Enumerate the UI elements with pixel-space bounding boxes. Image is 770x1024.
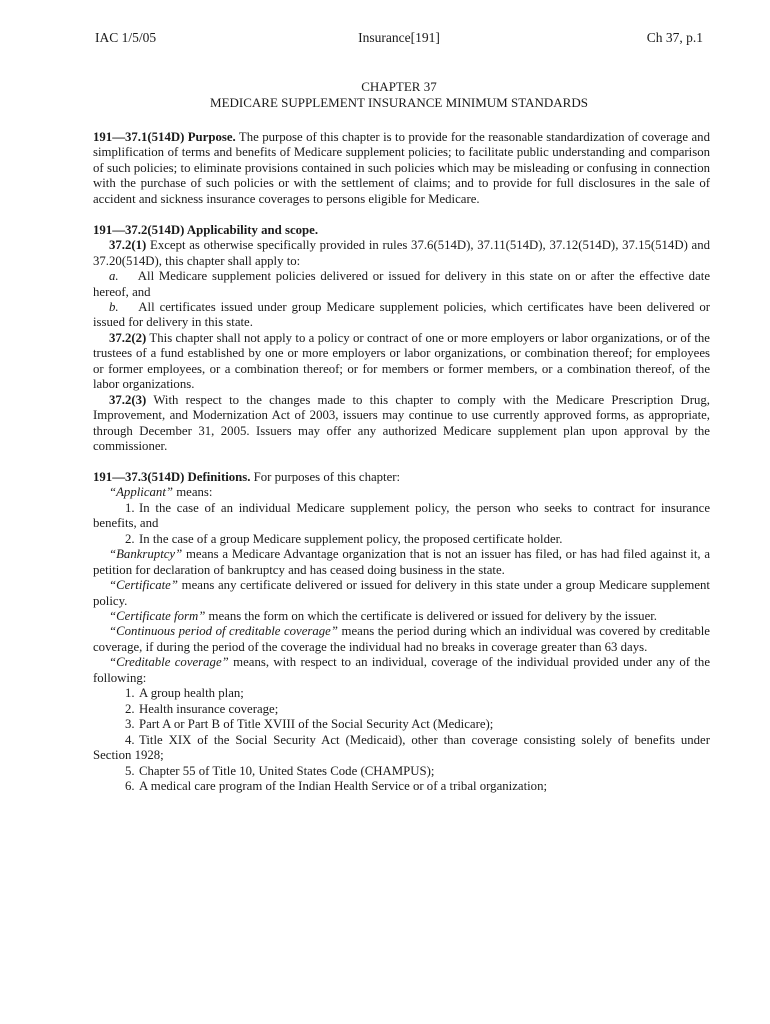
definition-text: means a Medicare Advantage organization that is not an issuer has filed, or has had filed against it, a petition for declaration of bankruptcy and has ceased doing business in the state. — [93, 547, 710, 577]
list-item — [93, 702, 710, 717]
list-item — [93, 532, 710, 547]
list-item — [93, 717, 710, 732]
section-definitions-heading — [93, 470, 710, 485]
list-text: Title XIX of the Social Security Act (Medicaid), other than coverage consisting solely of benefits under Section 1928; — [93, 732, 710, 763]
list-text: A group health plan; — [139, 686, 244, 701]
definition-text: means: — [173, 485, 213, 500]
header-right: Ch 37, p.1 — [646, 30, 703, 45]
definition-text: means the period during which an individual was covered by creditable coverage, if during the period of the coverage the individual had no breaks in coverage greater than 63 days. — [93, 624, 710, 654]
paragraph-label: b. — [109, 299, 119, 314]
chapter-title: MEDICARE SUPPLEMENT INSURANCE MINIMUM STANDARDS — [210, 95, 588, 110]
list-text: A medical care program of the Indian Health Service or of a tribal organization; — [139, 779, 548, 793]
list-text: Health insurance coverage; — [139, 701, 279, 716]
subrule-number: 37.2(3) — [109, 392, 147, 407]
defined-term: “Bankruptcy” — [109, 547, 183, 562]
list-item — [93, 779, 710, 794]
defined-term: “Continuous period of creditable coverage” — [109, 624, 338, 639]
paragraph-text: All Medicare supplement policies delivered or issued for delivery in this state on or after the effective date hereof, and — [93, 269, 711, 299]
paragraph-text: With respect to the changes made to this chapter to comply with the Medicare Prescription Drug, Improvement, and Modernization Act of 2003, issuers may continue to use currently approved forms, as appropriate, through December 31, 2005. Issuers may offer any authorized Medicare supplement plan upon approval by the commissioner. — [93, 392, 710, 454]
list-item — [93, 764, 710, 779]
header-left: IAC 1/5/05 — [95, 30, 157, 45]
definition-certificate-form — [93, 609, 710, 624]
list-item — [93, 733, 710, 764]
definition-text: means any certificate delivered or issued for delivery in this state under a group Medicare supplement policy. — [93, 578, 710, 608]
defined-term: “Certificate” — [109, 578, 178, 593]
paragraph-text: This chapter shall not apply to a policy or contract of one or more employers or labor organizations, or of the trustees of a fund established by one or more employers or labor organizations, or combination thereof; for employees or former employees, or a combination thereof; or for members or former members, or a combination thereof, of the labor organizations. — [93, 330, 710, 392]
list-number: 2. — [125, 531, 135, 546]
list-text: Chapter 55 of Title 10, United States Code (CHAMPUS); — [139, 763, 435, 778]
defined-term: “Certificate form” — [109, 609, 206, 624]
paragraph-text: All certificates issued under group Medicare supplement policies, which certificates have been delivered or issued for delivery in this state. — [93, 299, 711, 330]
running-header — [95, 30, 703, 46]
subrule-37-2-1 — [93, 238, 710, 269]
definition-text: means, with respect to an individual, coverage of the individual provided under any of the following: — [93, 655, 711, 685]
list-number: 1. — [125, 686, 135, 701]
section-heading: 191—37.3(514D) Definitions. — [93, 469, 251, 484]
list-number: 2. — [125, 701, 135, 716]
list-text: In the case of a group Medicare supplement policy, the proposed certificate holder. — [139, 531, 563, 546]
section-purpose — [93, 130, 710, 207]
subrule-37-2-3 — [93, 393, 710, 455]
list-number: 4. — [125, 732, 135, 747]
paragraph-text: Except as otherwise specifically provided in rules 37.6(514D), 37.11(514D), 37.12(514D), 37.15(514D) and 37.20(514D), this chapter shall apply to: — [93, 238, 710, 268]
defined-term: “Applicant” — [109, 485, 173, 500]
definition-bankruptcy — [93, 547, 710, 578]
paragraph-a — [93, 269, 710, 300]
definition-continuous-period — [93, 624, 710, 655]
list-number: 5. — [125, 763, 135, 778]
subrule-number: 37.2(1) — [109, 238, 147, 253]
section-applicability-heading — [93, 223, 710, 238]
paragraph-text: For purposes of this chapter: — [250, 469, 401, 484]
chapter-number: CHAPTER 37 — [361, 79, 437, 94]
list-number: 3. — [125, 717, 135, 732]
list-text: In the case of an individual Medicare supplement policy, the person who seeks to contract for insurance benefits, and — [93, 500, 710, 531]
subrule-37-2-2 — [93, 331, 710, 393]
subrule-number: 37.2(2) — [109, 330, 147, 345]
definition-certificate — [93, 578, 710, 609]
document-body — [93, 130, 710, 794]
list-text: Part A or Part B of Title XVIII of the Social Security Act (Medicare); — [139, 717, 494, 732]
section-heading: 191—37.2(514D) Applicability and scope. — [93, 222, 319, 237]
definition-text: means the form on which the certificate is delivered or issued for delivery by the issuer. — [205, 609, 658, 624]
definition-creditable-coverage — [93, 655, 710, 686]
header-center: Insurance[191] — [358, 30, 440, 45]
list-number: 6. — [125, 779, 135, 793]
chapter-heading — [93, 79, 705, 111]
defined-term: “Creditable coverage” — [109, 655, 229, 670]
definition-applicant — [93, 485, 710, 500]
list-item — [93, 501, 710, 532]
paragraph-text: The purpose of this chapter is to provide for the reasonable standardization of coverage and simplification of terms and benefits of Medicare supplement policies; to facilitate public understanding and comparison of such policies; to eliminate provisions contained in such policies which may be misleading or confusing in connection with the purchase of such policies or with the settlement of claims; and to provide for full disclosures in the sale of accident and sickness insurance coverages to persons eligible for Medicare. — [93, 130, 710, 206]
list-number: 1. — [125, 500, 135, 515]
section-heading: 191—37.1(514D) Purpose. — [93, 130, 236, 144]
paragraph-b — [93, 300, 710, 331]
paragraph-label: a. — [109, 269, 119, 284]
list-item — [93, 686, 710, 701]
